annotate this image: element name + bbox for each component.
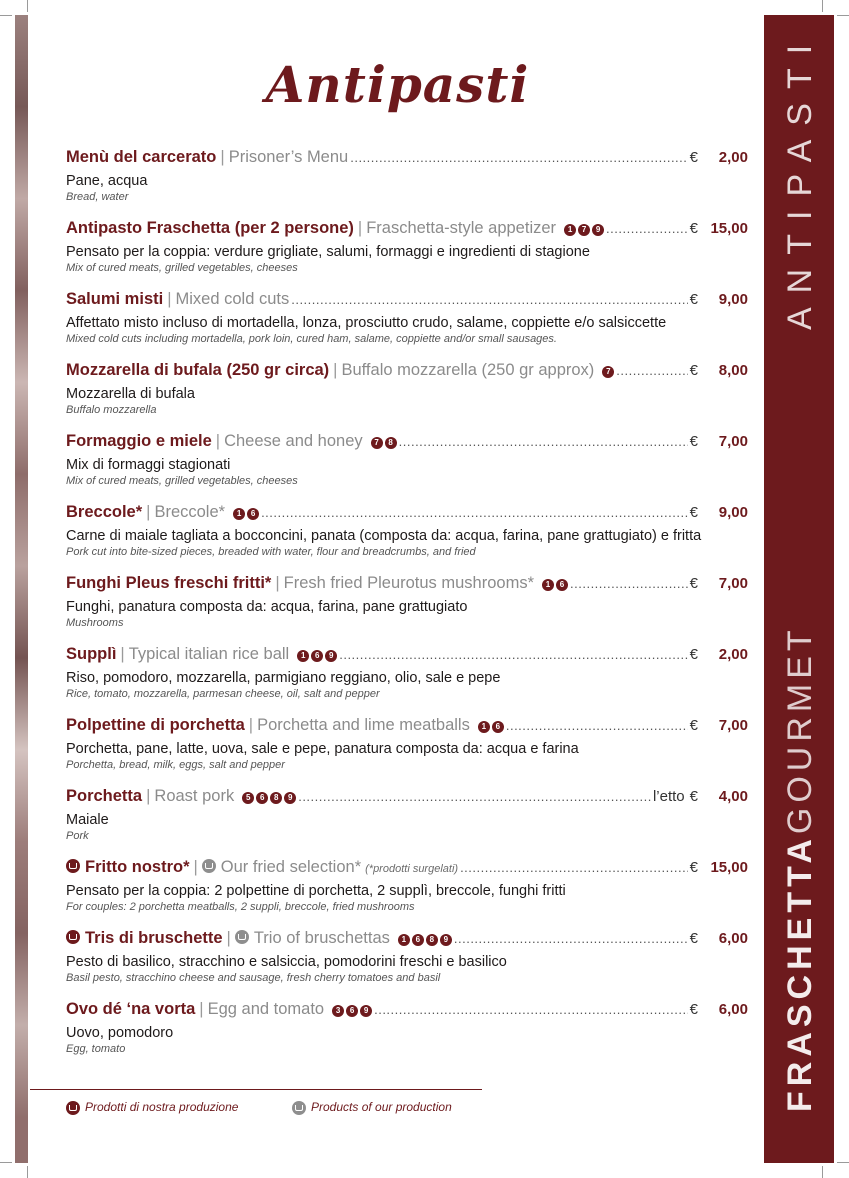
price: 6,00 bbox=[718, 1001, 748, 1018]
allergen-badge: 6 bbox=[556, 579, 568, 591]
separator: | bbox=[193, 858, 198, 876]
dish-name: Breccole* bbox=[66, 503, 143, 521]
menu-item bbox=[66, 645, 748, 716]
allergen-badge: 9 bbox=[325, 650, 337, 662]
dish-description-english: Egg, tomato bbox=[66, 1043, 126, 1055]
allergen-badge: 9 bbox=[360, 1005, 372, 1017]
allergen-badges bbox=[371, 437, 397, 449]
allergen-badge: 9 bbox=[284, 792, 296, 804]
menu-item-list bbox=[66, 148, 748, 1071]
dish-description: Affettato misto incluso di mortadella, lonza, prosciutto crudo, salame, coppiette e/o salsiccette bbox=[66, 315, 667, 331]
allergen-badge: 7 bbox=[371, 437, 383, 449]
menu-item-header bbox=[66, 929, 748, 953]
menu-item bbox=[66, 574, 748, 645]
menu-item-header bbox=[66, 574, 748, 598]
menu-item bbox=[66, 716, 748, 787]
leader-dots bbox=[616, 363, 687, 378]
dish-description: Riso, pomodoro, mozzarella, parmigiano reggiano, olio, sale e pepe bbox=[66, 670, 501, 686]
menu-item-header bbox=[66, 858, 748, 882]
leader-dots bbox=[570, 576, 688, 591]
dish-note: (*prodotti surgelati) bbox=[365, 863, 459, 875]
dish-description-english: Basil pesto, stracchino cheese and sausage, fresh cherry tomatoes and basil bbox=[66, 972, 441, 984]
page-title: Antipasti bbox=[265, 55, 530, 114]
leader-dots bbox=[339, 647, 687, 662]
dish-name-english: Fraschetta-style appetizer bbox=[366, 219, 557, 237]
dish-description-english: Buffalo mozzarella bbox=[66, 404, 157, 416]
leader-dots bbox=[399, 434, 688, 449]
menu-item bbox=[66, 503, 748, 574]
dish-name: Fritto nostro* bbox=[85, 858, 190, 876]
dish-name: Supplì bbox=[66, 645, 117, 663]
menu-item bbox=[66, 361, 748, 432]
price: 2,00 bbox=[718, 646, 748, 663]
dish-name: Antipasto Fraschetta (per 2 persone) bbox=[66, 219, 354, 237]
dish-name: Mozzarella di bufala (250 gr circa) bbox=[66, 361, 330, 379]
side-band-brand bbox=[781, 625, 820, 1112]
currency-symbol: € bbox=[689, 149, 698, 166]
allergen-badge: 1 bbox=[564, 224, 576, 236]
menu-item-header bbox=[66, 1000, 748, 1024]
menu-item-header bbox=[66, 645, 748, 669]
allergen-badge: 1 bbox=[233, 508, 245, 520]
dish-name-english: Trio of bruschettas bbox=[253, 929, 390, 947]
price: 6,00 bbox=[718, 930, 748, 947]
allergen-badge: 7 bbox=[578, 224, 590, 236]
allergen-badges bbox=[542, 579, 568, 591]
menu-item-header bbox=[66, 148, 748, 172]
dish-name: Salumi misti bbox=[66, 290, 164, 308]
menu-item bbox=[66, 219, 748, 290]
price: 9,00 bbox=[718, 291, 748, 308]
allergen-badge: 6 bbox=[492, 721, 504, 733]
dish-description-english: Rice, tomato, mozzarella, parmesan cheese, oil, salt and pepper bbox=[66, 688, 380, 700]
menu-item bbox=[66, 148, 748, 219]
separator: | bbox=[226, 929, 231, 947]
currency-symbol: € bbox=[689, 220, 698, 237]
dish-name-english: Prisoner’s Menu bbox=[228, 148, 349, 166]
allergen-badge: 7 bbox=[602, 366, 614, 378]
dish-description: Pesto di basilico, stracchino e salsiccia, pomodorini freschi e basilico bbox=[66, 954, 507, 970]
separator: | bbox=[248, 716, 254, 734]
dish-description-english: Mix of cured meats, grilled vegetables, cheeses bbox=[66, 475, 298, 487]
crop-mark bbox=[822, 0, 823, 12]
crop-mark bbox=[0, 1162, 12, 1163]
dish-description: Porchetta, pane, latte, uova, sale e pepe, panatura composta da: acqua e farina bbox=[66, 741, 579, 757]
separator: | bbox=[146, 503, 151, 521]
crop-mark bbox=[0, 15, 12, 16]
allergen-badge: 8 bbox=[426, 934, 438, 946]
allergen-badge: 6 bbox=[247, 508, 259, 520]
currency-symbol: € bbox=[689, 930, 698, 947]
brand-light: GOURMET bbox=[781, 625, 819, 835]
price: 7,00 bbox=[718, 433, 748, 450]
legend-english bbox=[292, 1100, 452, 1114]
price: 7,00 bbox=[718, 575, 748, 592]
dish-description: Funghi, panatura composta da: acqua, farina, pane grattugiato bbox=[66, 599, 468, 615]
dish-name-english: Breccole* bbox=[154, 503, 226, 521]
dish-name-english: Roast pork bbox=[154, 787, 235, 805]
currency-symbol: € bbox=[689, 717, 698, 734]
separator: | bbox=[120, 645, 125, 663]
dish-description-english: For couples: 2 porchetta meatballs, 2 suppli, breccole, fried mushrooms bbox=[66, 901, 415, 913]
menu-item bbox=[66, 929, 748, 1000]
menu-item-header bbox=[66, 503, 748, 527]
dish-description: Maiale bbox=[66, 812, 109, 828]
dish-description: Uovo, pomodoro bbox=[66, 1025, 174, 1041]
menu-item-header bbox=[66, 290, 748, 314]
dish-name: Menù del carcerato bbox=[66, 148, 217, 166]
currency-symbol: € bbox=[689, 575, 698, 592]
allergen-badge: 1 bbox=[478, 721, 490, 733]
leader-dots bbox=[291, 292, 687, 307]
dish-description-english: Mix of cured meats, grilled vegetables, cheeses bbox=[66, 262, 298, 274]
currency-symbol: € bbox=[689, 1001, 698, 1018]
price-unit: l’etto bbox=[652, 788, 685, 805]
crown-icon bbox=[202, 859, 216, 873]
allergen-badges bbox=[297, 650, 337, 662]
price: 15,00 bbox=[710, 859, 748, 876]
crown-icon bbox=[66, 859, 80, 873]
crop-mark bbox=[27, 0, 28, 12]
separator: | bbox=[215, 432, 221, 450]
allergen-badge: 1 bbox=[297, 650, 309, 662]
footer-divider bbox=[30, 1089, 482, 1090]
allergen-badges bbox=[233, 508, 259, 520]
dish-name-english: Our fried selection* bbox=[220, 858, 362, 876]
dish-description: Carne di maiale tagliata a bocconcini, panata (composta da: acqua, farina, pane grattugiato) e fritta bbox=[66, 528, 702, 544]
allergen-badges bbox=[564, 224, 604, 236]
side-band-section-label: ANTIPASTI bbox=[781, 30, 819, 330]
brand-bold: FRASCHETTA bbox=[781, 834, 819, 1112]
dish-description: Pane, acqua bbox=[66, 173, 148, 189]
crown-icon bbox=[66, 930, 80, 944]
allergen-badge: 5 bbox=[242, 792, 254, 804]
dish-name-english: Mixed cold cuts bbox=[175, 290, 290, 308]
dish-name: Porchetta bbox=[66, 787, 143, 805]
crop-mark bbox=[822, 1166, 823, 1178]
allergen-badge: 6 bbox=[311, 650, 323, 662]
currency-symbol: € bbox=[689, 788, 698, 805]
allergen-badges bbox=[332, 1005, 372, 1017]
leader-dots bbox=[460, 860, 688, 875]
separator: | bbox=[333, 361, 338, 379]
dish-name: Polpettine di porchetta bbox=[66, 716, 245, 734]
leader-dots bbox=[606, 221, 688, 236]
leader-dots bbox=[374, 1002, 688, 1017]
dish-description: Mozzarella di bufala bbox=[66, 386, 195, 402]
crop-mark bbox=[837, 15, 849, 16]
dish-description-english: Mushrooms bbox=[66, 617, 124, 629]
price: 9,00 bbox=[718, 504, 748, 521]
menu-item bbox=[66, 1000, 748, 1071]
allergen-badges bbox=[602, 366, 614, 378]
leader-dots bbox=[261, 505, 688, 520]
dish-name: Funghi Pleus freschi fritti* bbox=[66, 574, 272, 592]
leader-dots bbox=[298, 789, 653, 804]
separator: | bbox=[199, 1000, 204, 1018]
dish-name-english: Cheese and honey bbox=[224, 432, 363, 450]
allergen-badges bbox=[478, 721, 504, 733]
crown-icon bbox=[292, 1101, 306, 1115]
dish-description-english: Bread, water bbox=[66, 191, 129, 203]
dish-description-english: Mixed cold cuts including mortadella, pork loin, cured ham, salame, coppiette and/or small sausages. bbox=[66, 333, 557, 345]
allergen-badge: 1 bbox=[542, 579, 554, 591]
separator: | bbox=[357, 219, 363, 237]
dish-name: Formaggio e miele bbox=[66, 432, 212, 450]
allergen-badge: 9 bbox=[592, 224, 604, 236]
separator: | bbox=[275, 574, 280, 592]
crop-mark bbox=[837, 1162, 849, 1163]
allergen-badge: 3 bbox=[332, 1005, 344, 1017]
dish-description-english: Pork cut into bite-sized pieces, breaded with water, flour and breadcrumbs, and fried bbox=[66, 546, 476, 558]
dish-name-english: Fresh fried Pleurotus mushrooms* bbox=[283, 574, 535, 592]
menu-item-header bbox=[66, 432, 748, 456]
currency-symbol: € bbox=[689, 646, 698, 663]
price: 7,00 bbox=[718, 717, 748, 734]
dish-description-english: Pork bbox=[66, 830, 89, 842]
left-photo-strip bbox=[15, 15, 28, 1163]
allergen-badge: 6 bbox=[256, 792, 268, 804]
allergen-badges bbox=[398, 934, 452, 946]
currency-symbol: € bbox=[689, 504, 698, 521]
price: 2,00 bbox=[718, 149, 748, 166]
price: 8,00 bbox=[718, 362, 748, 379]
leader-dots bbox=[454, 931, 688, 946]
dish-description-english: Porchetta, bread, milk, eggs, salt and pepper bbox=[66, 759, 285, 771]
currency-symbol: € bbox=[689, 433, 698, 450]
menu-item bbox=[66, 858, 748, 929]
menu-item bbox=[66, 787, 748, 858]
allergen-badge: 6 bbox=[412, 934, 424, 946]
crown-icon bbox=[66, 1101, 80, 1115]
separator: | bbox=[220, 148, 225, 166]
dish-name: Ovo dé ‘na vorta bbox=[66, 1000, 196, 1018]
currency-symbol: € bbox=[689, 859, 698, 876]
separator: | bbox=[146, 787, 151, 805]
menu-item-header bbox=[66, 361, 748, 385]
allergen-badge: 8 bbox=[270, 792, 282, 804]
price: 15,00 bbox=[710, 220, 748, 237]
price: 4,00 bbox=[718, 788, 748, 805]
legend-italian-text: Prodotti di nostra produzione bbox=[85, 1100, 239, 1114]
allergen-badge: 1 bbox=[398, 934, 410, 946]
dish-name-english: Typical italian rice ball bbox=[128, 645, 290, 663]
currency-symbol: € bbox=[689, 362, 698, 379]
dish-name: Tris di bruschette bbox=[85, 929, 223, 947]
dish-description: Pensato per la coppia: 2 polpettine di porchetta, 2 supplì, breccole, funghi fritti bbox=[66, 883, 566, 899]
dish-name-english: Buffalo mozzarella (250 gr approx) bbox=[341, 361, 595, 379]
menu-item bbox=[66, 290, 748, 361]
dish-description: Mix di formaggi stagionati bbox=[66, 457, 231, 473]
crown-icon bbox=[235, 930, 249, 944]
dish-name-english: Egg and tomato bbox=[207, 1000, 325, 1018]
menu-item-header bbox=[66, 787, 748, 811]
menu-item-header bbox=[66, 219, 748, 243]
allergen-badge: 6 bbox=[346, 1005, 358, 1017]
allergen-badges bbox=[242, 792, 296, 804]
allergen-badge: 8 bbox=[385, 437, 397, 449]
legend-english-text: Products of our production bbox=[311, 1100, 452, 1114]
allergen-badge: 9 bbox=[440, 934, 452, 946]
leader-dots bbox=[350, 150, 687, 165]
menu-item bbox=[66, 432, 748, 503]
separator: | bbox=[167, 290, 172, 308]
crop-mark bbox=[27, 1166, 28, 1178]
dish-name-english: Porchetta and lime meatballs bbox=[257, 716, 470, 734]
menu-item-header bbox=[66, 716, 748, 740]
dish-description: Pensato per la coppia: verdure grigliate, salumi, formaggi e ingredienti di stagione bbox=[66, 244, 590, 260]
leader-dots bbox=[506, 718, 688, 733]
currency-symbol: € bbox=[689, 291, 698, 308]
legend-italian bbox=[66, 1100, 238, 1114]
